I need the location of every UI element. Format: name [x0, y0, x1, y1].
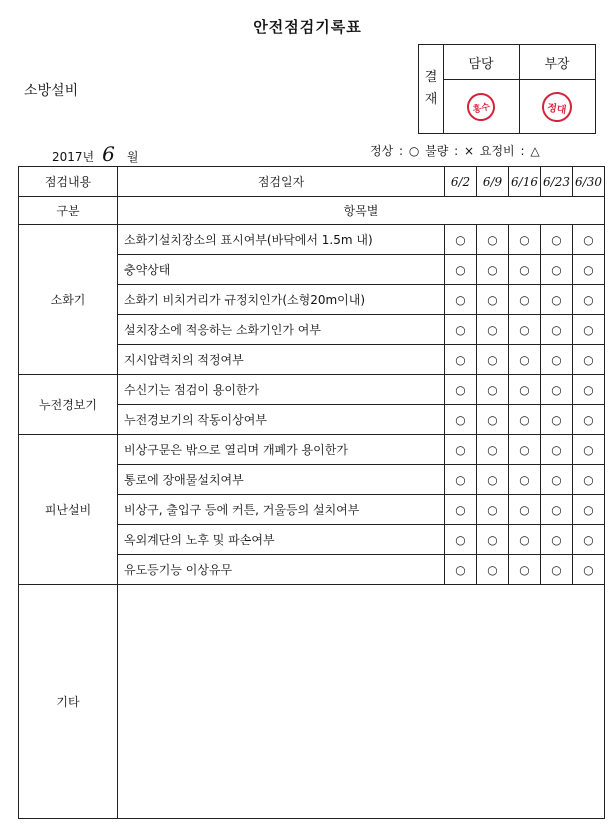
check-mark-cell: ○ — [509, 345, 541, 375]
sub-header-category: 구분 — [19, 197, 118, 225]
check-mark-cell: ○ — [477, 555, 509, 585]
group-name: 누전경보기 — [19, 375, 118, 435]
check-mark-cell: ○ — [509, 225, 541, 255]
other-label: 기타 — [19, 585, 118, 819]
check-mark-cell: ○ — [477, 465, 509, 495]
check-mark-cell: ○ — [541, 345, 573, 375]
mark-legend: 정상 : ○ 불량 : × 요정비 : △ — [370, 144, 540, 158]
header-item: 점검내용 — [19, 167, 118, 197]
approval-role-director: 부장 — [519, 45, 595, 80]
check-mark-cell: ○ — [477, 285, 509, 315]
form-title: 안전점검기록표 — [253, 18, 362, 36]
check-mark-cell: ○ — [541, 525, 573, 555]
check-mark-cell: ○ — [509, 435, 541, 465]
check-mark-cell: ○ — [445, 255, 477, 285]
check-item-text: 소화기설치장소의 표시여부(바닥에서 1.5m 내) — [118, 225, 445, 255]
check-mark-cell: ○ — [477, 375, 509, 405]
approval-role-manager: 담당 — [443, 45, 519, 80]
check-item-text: 수신기는 점검이 용이한가 — [118, 375, 445, 405]
check-mark-cell: ○ — [445, 555, 477, 585]
check-mark-cell: ○ — [477, 525, 509, 555]
inspection-month-line — [52, 142, 138, 166]
check-mark-cell: ○ — [573, 375, 605, 405]
check-mark-cell: ○ — [573, 225, 605, 255]
check-item-text: 비상구문은 밖으로 열리며 개폐가 용이한가 — [118, 435, 445, 465]
check-mark-cell: ○ — [477, 315, 509, 345]
header-date: 6/9 — [477, 167, 509, 197]
table-row — [19, 225, 605, 255]
check-mark-cell: ○ — [445, 525, 477, 555]
check-mark-cell: ○ — [509, 375, 541, 405]
header-date: 6/23 — [541, 167, 573, 197]
check-mark-cell: ○ — [445, 225, 477, 255]
check-mark-cell: ○ — [509, 255, 541, 285]
table-row — [19, 435, 605, 465]
check-mark-cell: ○ — [541, 285, 573, 315]
check-mark-cell: ○ — [509, 405, 541, 435]
check-mark-cell: ○ — [445, 465, 477, 495]
check-mark-cell: ○ — [477, 225, 509, 255]
sub-header-row — [19, 197, 605, 225]
check-item-text: 충약상태 — [118, 255, 445, 285]
month-handwritten: 6 — [102, 142, 115, 166]
approval-label — [419, 45, 444, 133]
table-row — [19, 375, 605, 405]
check-mark-cell: ○ — [445, 375, 477, 405]
check-item-text: 비상구, 출입구 등에 커튼, 거울등의 설치여부 — [118, 495, 445, 525]
check-mark-cell: ○ — [573, 345, 605, 375]
signature-slot-director — [519, 80, 595, 134]
year-label: 2017년 — [52, 150, 95, 164]
check-mark-cell: ○ — [573, 285, 605, 315]
signature-slot-manager — [443, 80, 519, 134]
check-mark-cell: ○ — [573, 465, 605, 495]
check-mark-cell: ○ — [509, 315, 541, 345]
seal-stamp-icon: 홍수 — [464, 90, 497, 123]
approval-box — [418, 44, 596, 134]
check-mark-cell: ○ — [509, 525, 541, 555]
check-mark-cell: ○ — [477, 495, 509, 525]
header-dates-label: 점검일자 — [118, 167, 445, 197]
check-mark-cell: ○ — [445, 405, 477, 435]
other-row — [19, 585, 605, 819]
group-name: 피난설비 — [19, 435, 118, 585]
check-mark-cell: ○ — [477, 435, 509, 465]
check-item-text: 설치장소에 적응하는 소화기인가 여부 — [118, 315, 445, 345]
check-mark-cell: ○ — [541, 465, 573, 495]
check-mark-cell: ○ — [477, 345, 509, 375]
check-mark-cell: ○ — [573, 525, 605, 555]
check-item-text: 누전경보기의 작동이상여부 — [118, 405, 445, 435]
header-row — [19, 167, 605, 197]
check-item-text: 옥외계단의 노후 및 파손여부 — [118, 525, 445, 555]
check-mark-cell: ○ — [477, 405, 509, 435]
check-mark-cell: ○ — [445, 345, 477, 375]
inspection-table — [18, 166, 605, 819]
month-label: 월 — [126, 150, 139, 164]
check-item-text: 소화기 비치거리가 규정치인가(소형20m이내) — [118, 285, 445, 315]
check-mark-cell: ○ — [509, 285, 541, 315]
check-mark-cell: ○ — [541, 255, 573, 285]
check-mark-cell: ○ — [541, 555, 573, 585]
approval-column-manager — [443, 45, 520, 133]
check-mark-cell: ○ — [541, 435, 573, 465]
check-mark-cell: ○ — [509, 555, 541, 585]
check-item-text: 통로에 장애물설치여부 — [118, 465, 445, 495]
check-mark-cell: ○ — [541, 315, 573, 345]
check-mark-cell: ○ — [509, 465, 541, 495]
check-mark-cell: ○ — [573, 495, 605, 525]
check-mark-cell: ○ — [541, 225, 573, 255]
facility-subject: 소방설비 — [24, 83, 79, 99]
check-mark-cell: ○ — [541, 495, 573, 525]
check-mark-cell: ○ — [573, 555, 605, 585]
other-notes-area[interactable] — [118, 585, 605, 819]
approval-label-char-2: 재 — [424, 92, 438, 107]
check-mark-cell: ○ — [477, 255, 509, 285]
check-mark-cell: ○ — [445, 315, 477, 345]
sub-header-items: 항목별 — [118, 197, 605, 225]
header-date: 6/30 — [573, 167, 605, 197]
check-mark-cell: ○ — [509, 495, 541, 525]
check-mark-cell: ○ — [573, 435, 605, 465]
check-mark-cell: ○ — [573, 255, 605, 285]
check-item-text: 유도등기능 이상유무 — [118, 555, 445, 585]
check-mark-cell: ○ — [541, 405, 573, 435]
check-mark-cell: ○ — [573, 405, 605, 435]
check-mark-cell: ○ — [573, 315, 605, 345]
check-mark-cell: ○ — [445, 495, 477, 525]
header-date: 6/2 — [445, 167, 477, 197]
seal-stamp-icon: 정대 — [540, 90, 574, 124]
check-mark-cell: ○ — [541, 375, 573, 405]
check-item-text: 지시압력치의 적정여부 — [118, 345, 445, 375]
group-name: 소화기 — [19, 225, 118, 375]
approval-column-director — [519, 45, 595, 133]
check-mark-cell: ○ — [445, 285, 477, 315]
check-mark-cell: ○ — [445, 435, 477, 465]
approval-label-char-1: 결 — [424, 70, 438, 85]
header-date: 6/16 — [509, 167, 541, 197]
